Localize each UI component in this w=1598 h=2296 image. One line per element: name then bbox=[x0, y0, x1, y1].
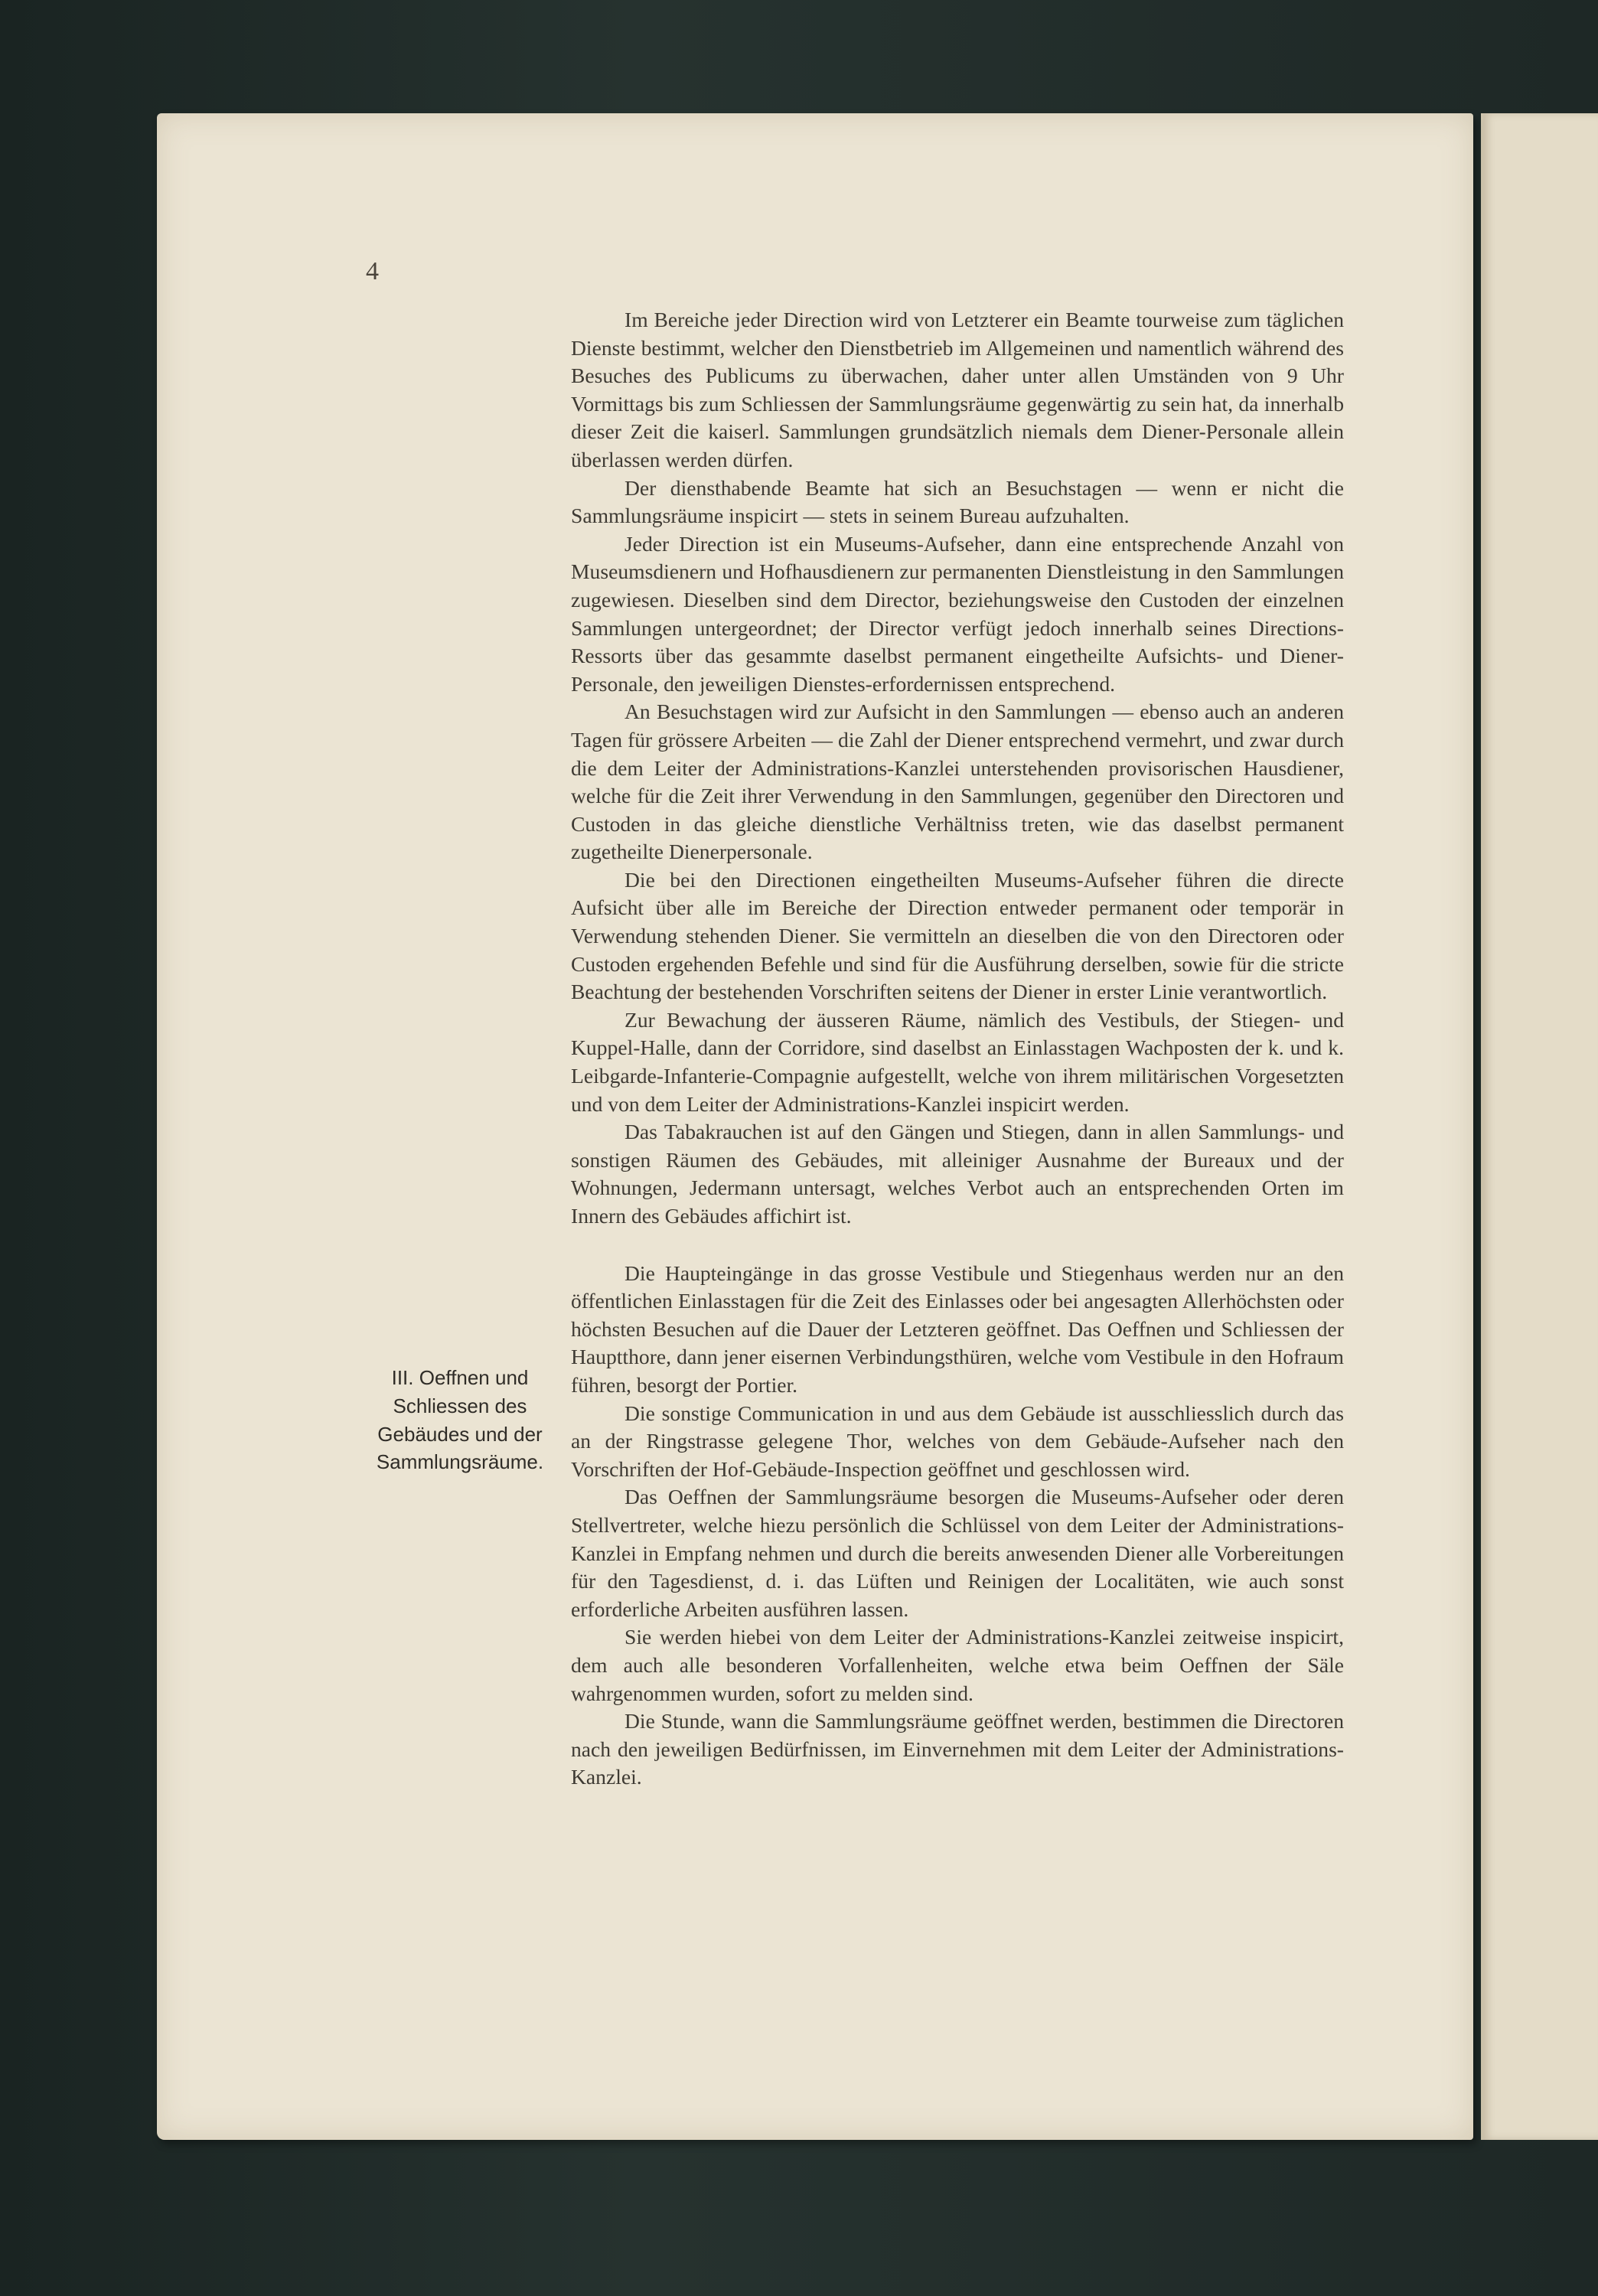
paragraph: Die bei den Directionen eingetheilten Museums-Aufseher führen die directe Aufsicht über alle im Bereiche der Direction entweder permanent oder temporär in Verwendung stehenden Diener. Sie vermitteln an dieselben die von den Directoren oder Custoden ergehenden Befehle und sind für die Ausführung derselben, sowie für die stricte Beachtung der bestehenden Vorschriften seitens der Diener in erster Linie verantwortlich. bbox=[571, 867, 1344, 1004]
paragraph: An Besuchstagen wird zur Aufsicht in den Sammlungen — ebenso auch an anderen Tagen für grössere Arbeiten — die Zahl der Diener entsprechend vermehrt, und zwar durch die dem Leiter der Administrations-Kanzlei unterstehenden provisorischen Hausdiener, welche für die Zeit ihrer Verwendung in den Sammlungen, gegenüber den Directoren und Custoden in das gleiche dienstliche Verhältniss treten, wie das daselbst permanent zugetheilte Dienerpersonale. bbox=[571, 700, 1344, 864]
section-heading-margin: III. Oeffnen und Schliessen des Gebäudes und der Sammlungsräume. bbox=[376, 1366, 544, 1474]
adjacent-page-edge bbox=[1481, 113, 1598, 2140]
paragraph: Das Tabakrauchen ist auf den Gängen und Stiegen, dann in allen Sammlungs- und sonstigen Räumen des Gebäudes, mit alleiniger Ausnahme der Bureaux und der Wohnungen, Jedermann untersagt, welches Verbot auch an entsprechenden Orten im Innern des Gebäudes affichirt ist. bbox=[571, 1120, 1344, 1228]
body-text bbox=[571, 306, 1344, 1792]
paragraph: Der diensthabende Beamte hat sich an Besuchstagen — wenn er nicht die Sammlungsräume inspicirt — stets in seinem Bureau aufzuhalten. bbox=[571, 475, 1344, 528]
paragraph: Zur Bewachung der äusseren Räume, nämlich des Vestibuls, der Stiegen- und Kuppel-Halle, dann der Corridore, sind daselbst an Einlasstagen Wachposten der k. und k. Leibgarde-Infanterie-Compagnie aufgestellt, welche von ihrem militärischen Vorgesetzten und von dem Leiter der Administrations-Kanzlei inspicirt werden. bbox=[571, 1007, 1344, 1116]
paragraph: Das Oeffnen der Sammlungsräume besorgen die Museums-Aufseher oder deren Stellvertreter, welche hiezu persönlich die Schlüssel von dem Leiter der Administrations-Kanzlei in Empfang nehmen und durch die bereits anwesenden Diener alle Vorbereitungen für den Tagesdienst, d. i. das Lüften und Reinigen der Localitäten, wie auch sonst erforderliche Arbeiten ausführen lassen. bbox=[571, 1485, 1344, 1621]
paragraph: Sie werden hiebei von dem Leiter der Administrations-Kanzlei zeitweise inspicirt, dem auch alle besonderen Vorfallenheiten, welche etwa beim Oeffnen der Säle wahrgenommen wurden, sofort zu melden sind. bbox=[571, 1625, 1344, 1705]
paragraph: Die Haupteingänge in das grosse Vestibule und Stiegenhaus werden nur an den öffentlichen Einlasstagen für die Zeit des Einlasses oder bei angesagten Allerhöchsten oder höchsten Besuchen auf die Dauer der Letzteren geöffnet. Das Oeffnen und Schliessen der Hauptthore, dann jener eisernen Verbindungsthüren, welche vom Vestibule in den Hofraum führen, besorgt der Portier. bbox=[571, 1261, 1344, 1397]
paragraph: Jeder Direction ist ein Museums-Aufseher, dann eine entsprechende Anzahl von Museumsdienern und Hofhausdienern zur permanenten Dienstleistung in den Sammlungen zugewiesen. Dieselben sind dem Director, beziehungsweise den Custoden der einzelnen Sammlungen untergeordnet; der Director verfügt jedoch innerhalb seines Directions-Ressorts über das gesammte daselbst permanent eingetheilte Aufsichts- und Diener-Personale, den jeweiligen Dienstes-erfordernissen entsprechend. bbox=[571, 531, 1344, 696]
paragraph: Die Stunde, wann die Sammlungsräume geöffnet werden, bestimmen die Directoren nach den jeweiligen Bedürfnissen, im Einvernehmen mit dem Leiter der Administrations-Kanzlei. bbox=[571, 1709, 1344, 1789]
section-spacer bbox=[571, 1231, 1344, 1260]
page-number: 4 bbox=[366, 257, 379, 285]
paragraph: Im Bereiche jeder Direction wird von Letzterer ein Beamte tourweise zum täglichen Dienste bestimmt, welcher den Dienstbetrieb im Allgemeinen und namentlich während des Besuches des Publicums zu überwachen, daher unter allen Umständen von 9 Uhr Vormittags bis zum Schliessen der Sammlungsräume gegenwärtig zu sein hat, da innerhalb dieser Zeit die kaiserl. Sammlungen grundsätzlich niemals dem Diener-Personale allein überlassen werden dürfen. bbox=[571, 308, 1344, 471]
paragraph: Die sonstige Communication in und aus dem Gebäude ist ausschliesslich durch das an der Ringstrasse gelegene Thor, welches von dem Gebäude-Aufseher nach den Vorschriften der Hof-Gebäude-Inspection geöffnet und geschlossen wird. bbox=[571, 1401, 1344, 1481]
